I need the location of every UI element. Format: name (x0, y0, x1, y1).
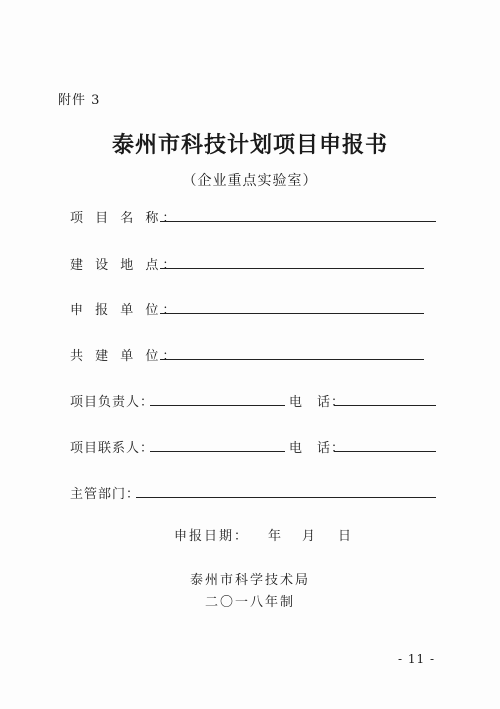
supervisor-dept-label: 主管部门： (70, 487, 141, 502)
project-lead-row (70, 391, 440, 411)
issuer-name: 泰州市科学技术局 (189, 573, 310, 588)
phone-label-2: 电 话： (289, 441, 346, 456)
build-location-label: 建 设 地 点： (70, 258, 180, 273)
co-builder-unit-label: 共 建 单 位： (70, 349, 180, 364)
project-lead-label: 项目负责人： (70, 395, 155, 410)
project-contact-field[interactable] (150, 437, 285, 452)
document-title: 泰州市科技计划项目申报书 (111, 132, 388, 158)
phone-label-1: 电 话： (289, 395, 346, 410)
date-label: 申报日期： (174, 529, 250, 544)
supervisor-dept-row (70, 483, 440, 503)
page-number: - 11 - (398, 652, 436, 666)
date-month: 月 (302, 529, 318, 544)
phone-field-2[interactable] (334, 437, 436, 452)
issue-year: 二〇一八年制 (204, 595, 295, 610)
build-location-field[interactable] (160, 254, 424, 269)
date-year: 年 (268, 529, 284, 544)
project-name-label: 项 目 名 称： (70, 211, 180, 226)
co-builder-unit-row (70, 345, 440, 365)
applicant-unit-label: 申 报 单 位： (70, 303, 180, 318)
project-name-row (70, 207, 440, 227)
attachment-label: 附件 3 (58, 93, 101, 108)
project-lead-field[interactable] (150, 391, 285, 406)
document-subtitle: （企业重点实验室） (182, 173, 318, 189)
date-day: 日 (338, 529, 354, 544)
applicant-unit-field[interactable] (160, 299, 424, 314)
project-contact-label: 项目联系人： (70, 441, 155, 456)
project-contact-row (70, 437, 440, 457)
co-builder-unit-field[interactable] (160, 345, 424, 360)
supervisor-dept-field[interactable] (136, 483, 436, 498)
applicant-unit-row (70, 299, 440, 319)
project-name-field[interactable] (160, 207, 436, 222)
build-location-row (70, 254, 440, 274)
phone-field-1[interactable] (334, 391, 436, 406)
